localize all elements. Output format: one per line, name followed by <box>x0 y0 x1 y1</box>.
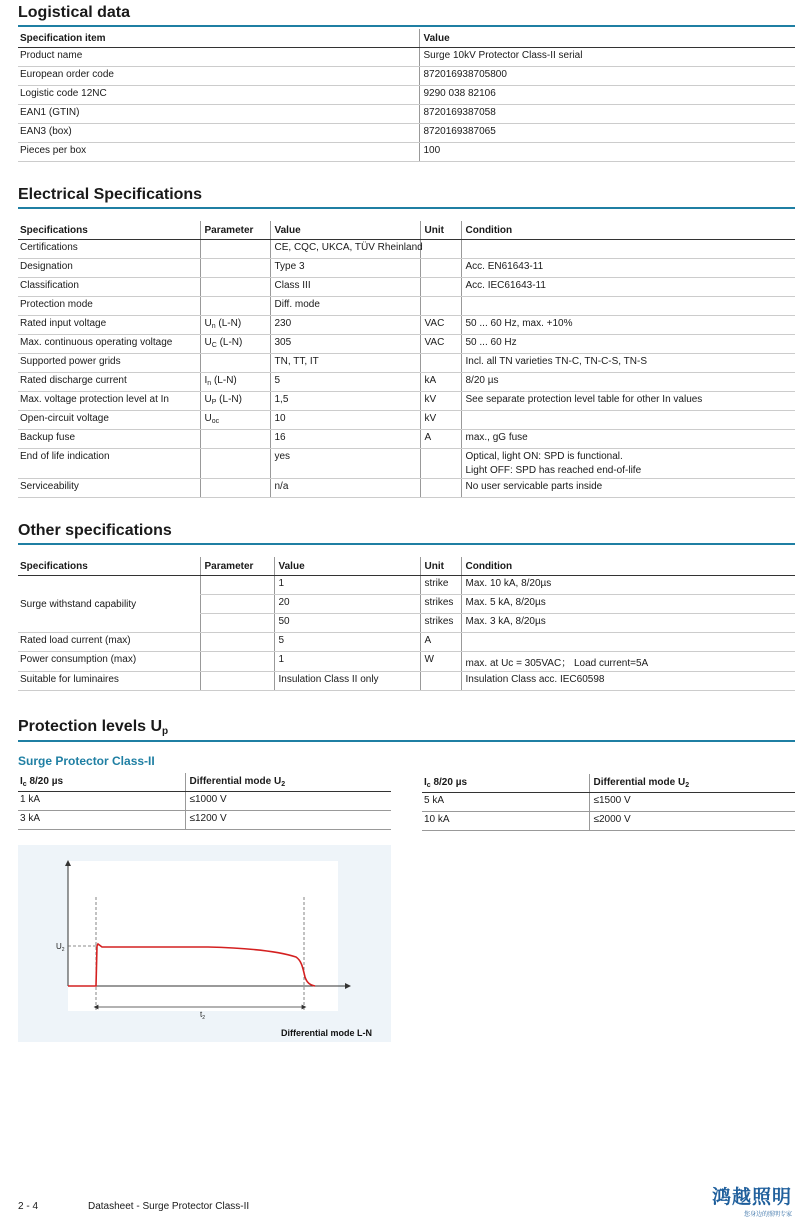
table-row <box>18 105 795 124</box>
table-row <box>18 576 795 595</box>
section-title: Logistical data <box>18 4 795 27</box>
condition-cell <box>461 316 795 335</box>
table-row <box>18 48 795 67</box>
table-row <box>18 411 795 430</box>
param-subscript: n <box>211 323 216 330</box>
spec-cell: End of life indication <box>18 449 200 479</box>
value-cell: 8720169387058 <box>419 105 795 124</box>
unit-cell <box>420 297 461 316</box>
parameter-cell <box>200 259 270 278</box>
table-row <box>18 278 795 297</box>
condition-cell: Insulation Class acc. IEC60598 <box>461 672 795 691</box>
spec-item-cell: EAN1 (GTIN) <box>18 105 419 124</box>
table-row <box>18 335 795 354</box>
condition-line: See separate protection level table for other In values <box>465 394 703 405</box>
unit-cell: VAC <box>420 335 461 354</box>
condition-cell <box>461 430 795 449</box>
unit-cell: VAC <box>420 316 461 335</box>
table-row <box>18 672 795 691</box>
col-header: Differential mode $U_2$ <box>589 774 795 793</box>
logo-main: 鸿越照明 <box>711 1186 792 1208</box>
param-suffix: (L-N) <box>211 375 237 386</box>
value-cell: 1,5 <box>270 392 420 411</box>
value-cell: 230 <box>270 316 420 335</box>
table-row <box>18 316 795 335</box>
col-header: Condition <box>461 221 795 240</box>
unit-cell <box>420 354 461 373</box>
param-subscript: C <box>211 342 217 349</box>
logo-sub: 您身边的照明专家 <box>743 1211 792 1218</box>
condition-cell <box>461 335 795 354</box>
value-cell: 1 <box>274 576 420 595</box>
condition-cell <box>461 278 795 297</box>
unit-cell: A <box>420 633 461 652</box>
brand-logo <box>712 1182 792 1218</box>
value-cell: Diff. mode <box>270 297 420 316</box>
unit-cell <box>420 240 461 259</box>
logistical-table <box>18 29 795 162</box>
value-cell: Type 3 <box>270 259 420 278</box>
col-header: Condition <box>461 557 795 576</box>
value-cell: 5 <box>270 373 420 392</box>
spec-cell: Max. voltage protection level at In <box>18 392 200 411</box>
col-header: Parameter <box>200 221 270 240</box>
condition-line: 8/20 µs <box>465 375 499 386</box>
value-cell: 16 <box>270 430 420 449</box>
spec-item-cell: EAN3 (box) <box>18 124 419 143</box>
value-cell: 872016938705800 <box>419 67 795 86</box>
param-symbol: U <box>204 337 212 348</box>
value-cell: n/a <box>270 479 420 498</box>
value-cell: TN, TT, IT <box>270 354 420 373</box>
value-cell: 8720169387065 <box>419 124 795 143</box>
value-cell: 1 <box>274 652 420 672</box>
condition-cell <box>461 297 795 316</box>
table-row: 1 kA ≤1000 V <box>18 792 391 811</box>
condition-cell: max. at Uc = 305VAC； Load current=5A <box>461 652 795 672</box>
parameter-cell <box>200 354 270 373</box>
col-header: Specification item <box>18 29 419 48</box>
parameter-cell <box>200 430 270 449</box>
param-symbol: U <box>204 394 212 405</box>
condition-cell <box>461 411 795 430</box>
value-cell: 10 <box>270 411 420 430</box>
table-row: 10 kA ≤2000 V <box>422 812 795 831</box>
condition-cell: Max. 3 kA, 8/20µs <box>461 614 795 633</box>
table-row <box>18 633 795 652</box>
spec-item-cell: European order code <box>18 67 419 86</box>
parameter-cell <box>200 240 270 259</box>
col-header: Specifications <box>18 557 200 576</box>
table-row <box>18 373 795 392</box>
table-row <box>18 124 795 143</box>
diagram-caption: Differential mode L-N <box>280 1028 372 1038</box>
spec-cell: Backup fuse <box>18 430 200 449</box>
spec-cell: Classification <box>18 278 200 297</box>
condition-line: 50 ... 60 Hz <box>465 337 517 348</box>
spec-cell: Suitable for luminaires <box>18 672 200 691</box>
parameter-cell <box>200 392 270 411</box>
protection-subtitle: Surge Protector Class-II <box>18 754 155 768</box>
page-number: 2 - 4 <box>18 1201 39 1212</box>
electrical-section <box>18 186 795 498</box>
param-suffix: (L-N) <box>215 318 242 329</box>
spec-cell: Rated discharge current <box>18 373 200 392</box>
table-row <box>18 240 795 259</box>
condition-cell <box>461 633 795 652</box>
condition-line: max., gG fuse <box>465 432 528 443</box>
parameter-cell <box>200 449 270 479</box>
u2-label: $U_2$ <box>56 942 65 953</box>
value-cell: yes <box>270 449 420 479</box>
table-row <box>18 392 795 411</box>
table-row <box>18 86 795 105</box>
parameter-cell <box>200 373 270 392</box>
condition-cell: Max. 10 kA, 8/20µs <box>461 576 795 595</box>
unit-cell: strikes <box>420 614 461 633</box>
param-subscript: n <box>207 380 212 387</box>
condition-cell <box>461 354 795 373</box>
unit-cell <box>420 479 461 498</box>
param-suffix: (L-N) <box>216 394 242 405</box>
protection-section <box>18 718 795 742</box>
spec-cell: Rated input voltage <box>18 316 200 335</box>
col-header: Specifications <box>18 221 200 240</box>
col-header: Unit <box>420 221 461 240</box>
other-table <box>18 557 795 691</box>
spec-cell: Max. continuous operating voltage <box>18 335 200 354</box>
condition-cell <box>461 259 795 278</box>
condition-cell: Max. 5 kA, 8/20µs <box>461 595 795 614</box>
value-cell: 305 <box>270 335 420 354</box>
unit-cell: strike <box>420 576 461 595</box>
value-cell: 50 <box>274 614 420 633</box>
unit-cell: kV <box>420 411 461 430</box>
value-cell: Class III <box>270 278 420 297</box>
value-cell: 9290 038 82106 <box>419 86 795 105</box>
spec-cell: Certifications <box>18 240 200 259</box>
value-cell: 5 <box>274 633 420 652</box>
waveform-diagram <box>18 845 391 1042</box>
unit-cell: strikes <box>420 595 461 614</box>
logistical-section <box>18 4 795 162</box>
spec-cell: Rated load current (max) <box>18 633 200 652</box>
condition-line: Incl. all TN varieties TN-C, TN-C-S, TN-S <box>465 356 648 367</box>
table-row <box>18 430 795 449</box>
value-cell: 20 <box>274 595 420 614</box>
table-row <box>18 67 795 86</box>
unit-cell: kA <box>420 373 461 392</box>
table-row <box>18 354 795 373</box>
col-header: Value <box>270 221 420 240</box>
col-header: $I_c$ 8/20 µs <box>422 774 589 793</box>
condition-line: Light OFF: SPD has reached end-of-life <box>465 465 642 476</box>
condition-cell <box>461 449 795 479</box>
spec-item-cell: Pieces per box <box>18 143 419 162</box>
value-cell: CE, CQC, UKCA, TÜV Rheinland <box>270 240 420 259</box>
param-symbol: U <box>204 413 212 424</box>
unit-cell <box>420 672 461 691</box>
parameter-cell <box>200 479 270 498</box>
protection-table-right <box>422 774 795 831</box>
value-cell: Insulation Class II only <box>274 672 420 691</box>
value-cell: 100 <box>419 143 795 162</box>
param-symbol: U <box>204 318 212 329</box>
condition-line: No user servicable parts inside <box>465 481 603 492</box>
plot-area <box>68 861 338 1011</box>
col-header: Differential mode $U_2$ <box>185 773 391 792</box>
condition-line: Acc. IEC61643-11 <box>465 280 546 291</box>
protection-table-left <box>18 773 391 830</box>
parameter-cell <box>200 411 270 430</box>
table-row: 3 kA ≤1200 V <box>18 811 391 830</box>
condition-line: Optical, light ON: SPD is functional. <box>465 451 623 462</box>
spec-cell: Designation <box>18 259 200 278</box>
section-title: Other specifications <box>18 522 795 545</box>
condition-line: 50 ... 60 Hz, max. +10% <box>465 318 573 329</box>
parameter-cell <box>200 278 270 297</box>
param-subscript: P <box>211 399 217 406</box>
other-section <box>18 522 795 691</box>
parameter-cell <box>200 316 270 335</box>
condition-cell <box>461 240 795 259</box>
table-row <box>18 259 795 278</box>
table-row <box>18 297 795 316</box>
col-header: $I_c$ 8/20 µs <box>18 773 185 792</box>
param-suffix: (L-N) <box>216 337 243 348</box>
unit-cell: W <box>420 652 461 672</box>
unit-cell <box>420 259 461 278</box>
condition-cell <box>461 392 795 411</box>
col-header: Parameter <box>200 557 274 576</box>
value-cell: Surge 10kV Protector Class-II serial <box>419 48 795 67</box>
electrical-table <box>18 221 795 498</box>
spec-cell: Open-circuit voltage <box>18 411 200 430</box>
condition-line: Acc. EN61643-11 <box>465 261 544 272</box>
t2-label: $t_2$ <box>200 1010 206 1021</box>
param-subscript: oc <box>211 418 220 425</box>
table-row: 5 kA ≤1500 V <box>422 793 795 812</box>
table-row <box>18 652 795 672</box>
spec-cell: Supported power grids <box>18 354 200 373</box>
parameter-cell <box>200 335 270 354</box>
spec-item-cell: Logistic code 12NC <box>18 86 419 105</box>
condition-cell <box>461 479 795 498</box>
table-row <box>18 479 795 498</box>
unit-cell: kV <box>420 392 461 411</box>
param-symbol: I <box>204 375 208 386</box>
unit-cell: A <box>420 430 461 449</box>
unit-cell <box>420 278 461 297</box>
col-header: Value <box>419 29 795 48</box>
footer-doc-title: Datasheet - Surge Protector Class-II <box>88 1201 250 1212</box>
spec-cell: Power consumption (max) <box>18 652 200 672</box>
spec-cell: Surge withstand capability <box>18 576 200 633</box>
unit-cell <box>420 449 461 479</box>
section-title: Protection levels $U_p$ <box>18 718 795 742</box>
col-header: Unit <box>420 557 461 576</box>
col-header: Value <box>274 557 420 576</box>
condition-cell <box>461 373 795 392</box>
spec-cell: Protection mode <box>18 297 200 316</box>
section-title: Electrical Specifications <box>18 186 795 209</box>
spec-item-cell: Product name <box>18 48 419 67</box>
table-row <box>18 143 795 162</box>
spec-cell: Serviceability <box>18 479 200 498</box>
table-row <box>18 449 795 479</box>
parameter-cell <box>200 297 270 316</box>
